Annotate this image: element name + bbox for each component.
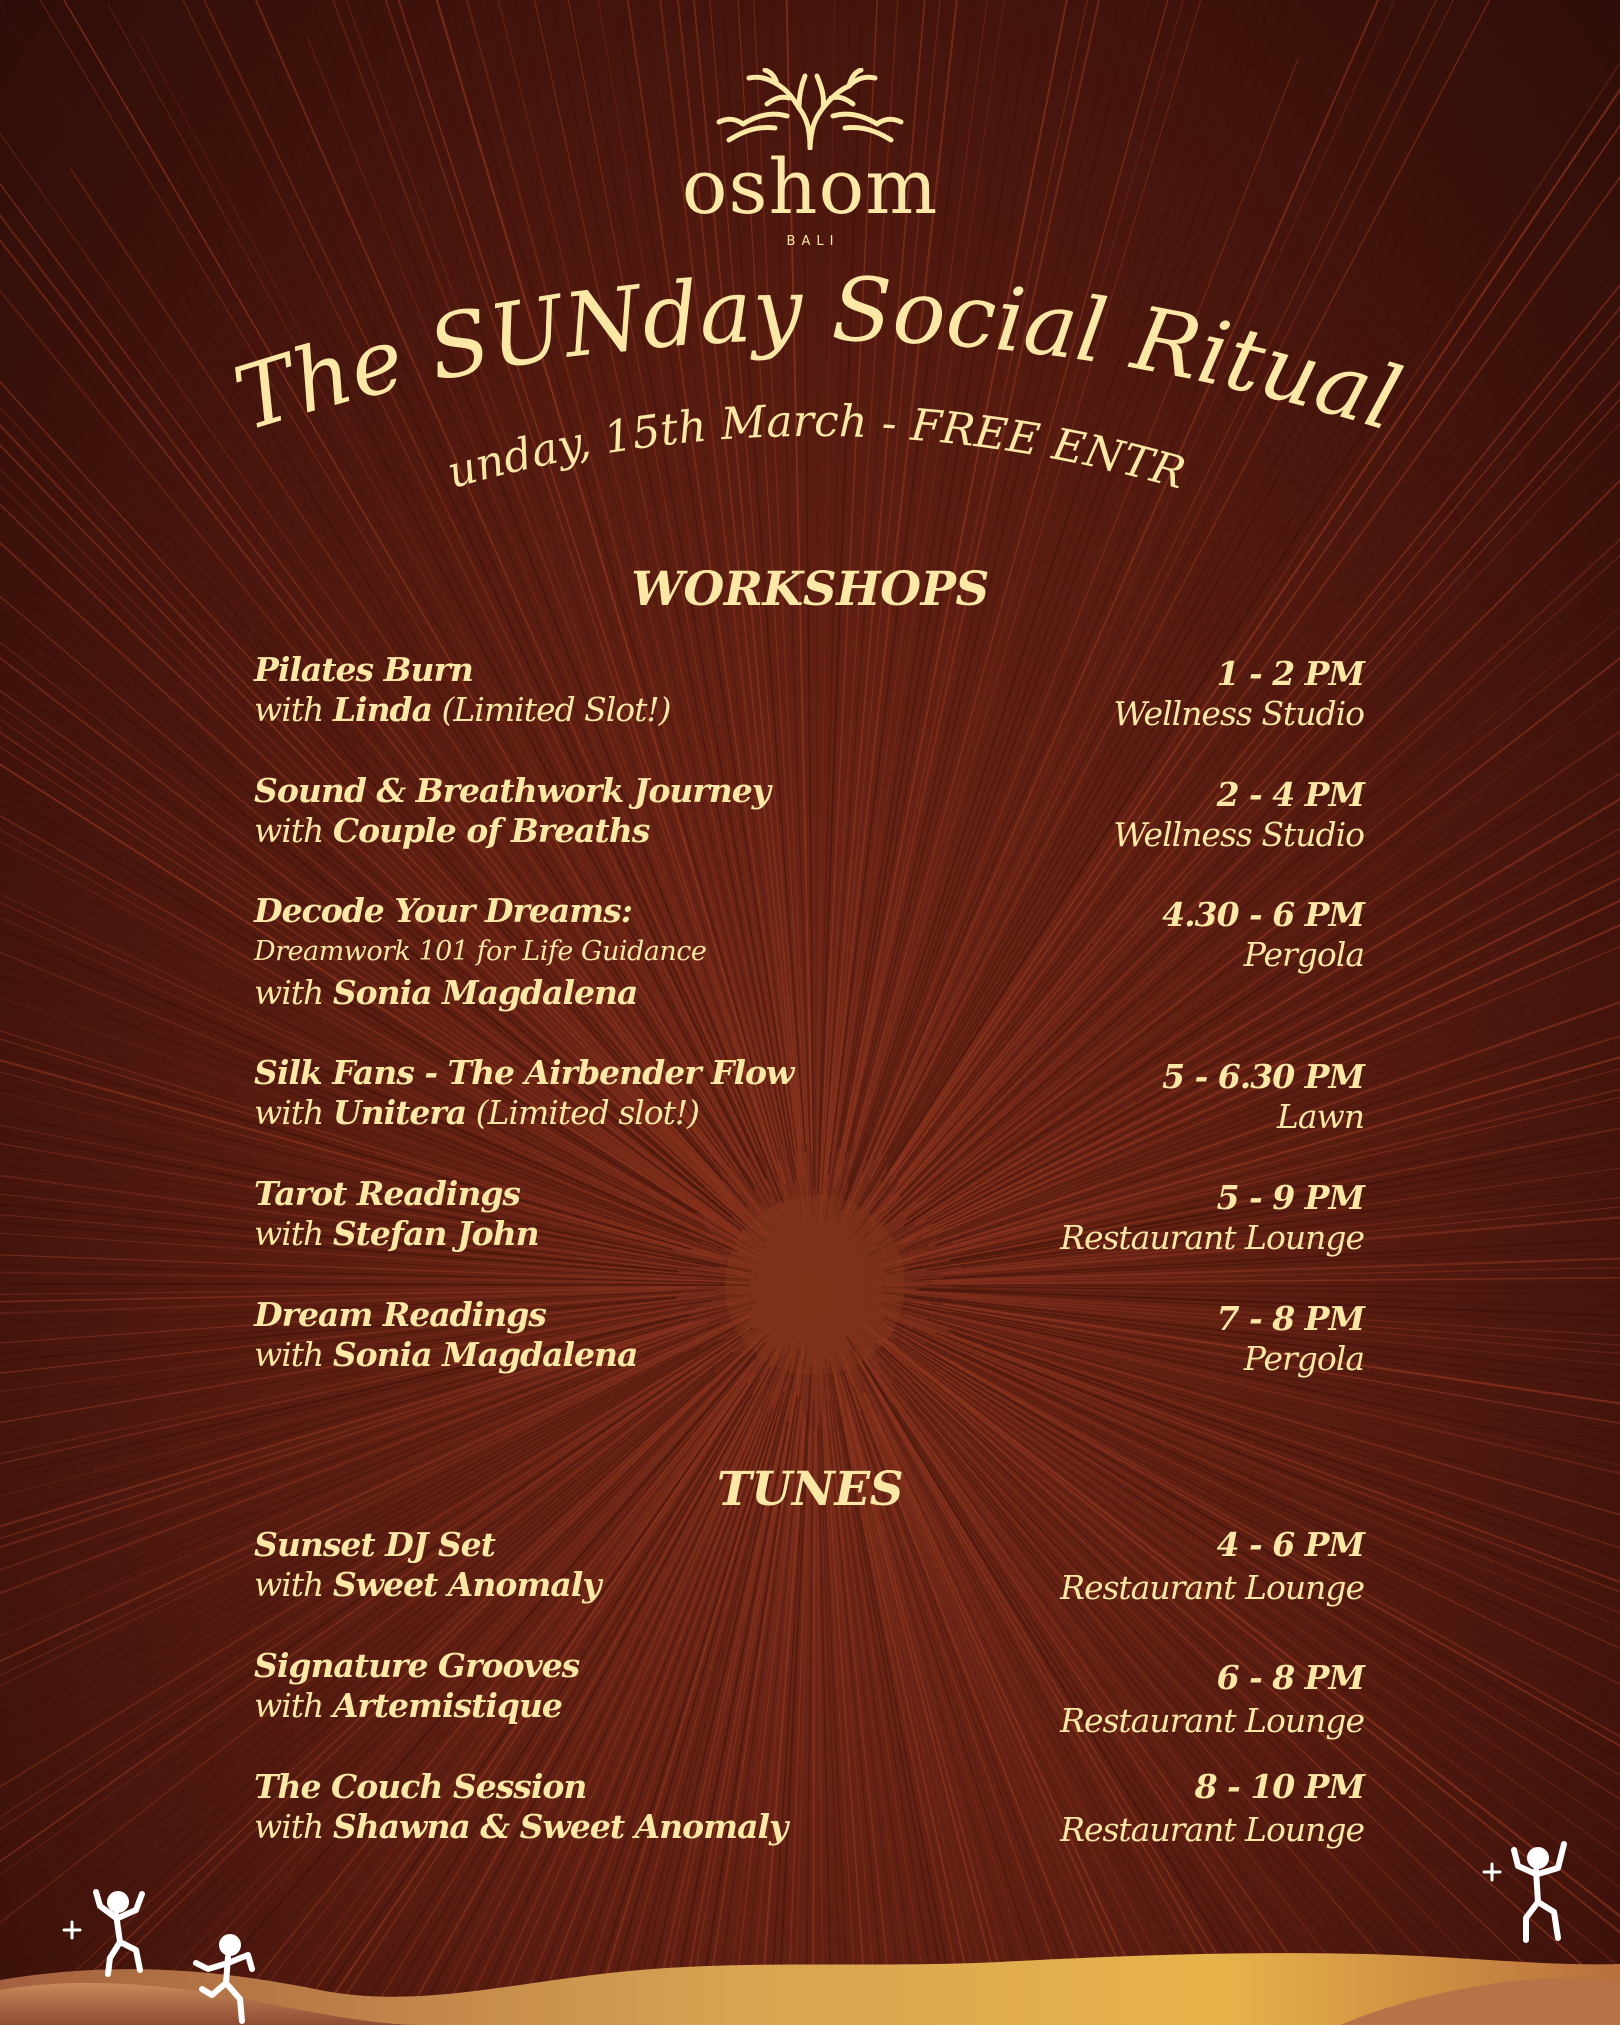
brand-logo [0,68,1620,249]
event-host-line [254,1807,894,1847]
event-host-line [254,1686,894,1726]
event-time: 1 - 2 PM [1216,654,1364,693]
event-date-entry: unday, 15th March - FREE ENTR [441,395,1190,500]
event-venue: Pergola [1243,935,1364,974]
event-host-line [254,1093,894,1133]
event-time: 5 - 6.30 PM [1162,1057,1364,1096]
with-label: with [254,1565,324,1604]
event-host: Couple of Breaths [332,811,650,850]
event-host: Unitera [332,1093,467,1132]
with-label: with [254,811,324,850]
tune-item [254,1525,1364,1645]
event-subtitle: Dreamwork 101 for Life Guidance [254,936,707,967]
event-name: Silk Fans - The Airbender Flow [254,1053,794,1092]
workshop-item [254,891,1364,1041]
event-host-line [254,811,894,851]
event-host-line [254,1214,894,1254]
with-label: with [254,1214,324,1253]
with-label: with [254,1093,324,1132]
dancing-figure-icon [1478,1828,1588,1948]
event-time: 2 - 4 PM [1216,775,1364,814]
workshop-item [254,1295,1364,1415]
event-host: Stefan John [332,1214,539,1253]
dancing-figure-icon [188,1925,278,2025]
event-venue: Restaurant Lounge [1060,1218,1364,1257]
event-venue: Restaurant Lounge [1060,1810,1364,1849]
workshops-heading: WORKSHOPS [631,562,989,617]
event-venue: Pergola [1243,1339,1364,1378]
event-host-line [254,1335,894,1375]
event-host-line [254,1565,894,1605]
event-time: 5 - 9 PM [1216,1178,1364,1217]
event-host-line [254,690,894,730]
event-name: Dream Readings [254,1295,546,1334]
event-time: 4.30 - 6 PM [1162,895,1364,934]
event-host-line [254,973,894,1013]
with-label: with [254,1686,324,1725]
event-title: The SUNday Social Ritual [223,260,1413,451]
event-name: Pilates Burn [254,650,473,689]
event-time: 4 - 6 PM [1216,1525,1364,1564]
with-label: with [254,690,324,729]
with-label: with [254,973,324,1012]
event-host: Shawna & Sweet Anomaly [332,1807,788,1846]
with-label: with [254,1807,324,1846]
event-name: The Couch Session [254,1767,587,1806]
event-title-block [0,260,1620,520]
dancing-figure-icon [58,1870,168,1980]
event-time: 8 - 10 PM [1194,1767,1364,1806]
event-host: Sweet Anomaly [332,1565,601,1604]
event-venue: Wellness Studio [1113,694,1364,733]
with-label: with [254,1335,324,1374]
workshop-item [254,771,1364,891]
workshop-item [254,650,1364,770]
event-time: 6 - 8 PM [1216,1658,1364,1697]
event-host: Artemistique [332,1686,562,1725]
tune-item [254,1646,1364,1766]
event-name: Sound & Breathwork Journey [254,771,770,810]
event-host: Sonia Magdalena [332,973,638,1012]
event-venue: Restaurant Lounge [1060,1701,1364,1740]
event-name: Tarot Readings [254,1174,520,1213]
workshop-item [254,1053,1364,1173]
brand-wordmark: oshom [681,142,939,231]
tune-item [254,1767,1364,1887]
event-time: 7 - 8 PM [1216,1299,1364,1338]
event-name: Decode Your Dreams: [254,891,632,930]
tunes-heading: TUNES [716,1462,904,1517]
event-name: Signature Grooves [254,1646,580,1685]
event-venue: Restaurant Lounge [1060,1568,1364,1607]
event-venue: Wellness Studio [1113,815,1364,854]
event-note: (Limited Slot!) [432,690,671,729]
event-venue: Lawn [1276,1097,1364,1136]
event-host: Linda [332,690,433,729]
event-note: (Limited slot!) [466,1093,699,1132]
workshop-item [254,1174,1364,1294]
brand-location: BALI [786,234,840,249]
event-host: Sonia Magdalena [332,1335,638,1374]
logo-tree-emblem-icon [715,68,905,150]
event-name: Sunset DJ Set [254,1525,495,1564]
